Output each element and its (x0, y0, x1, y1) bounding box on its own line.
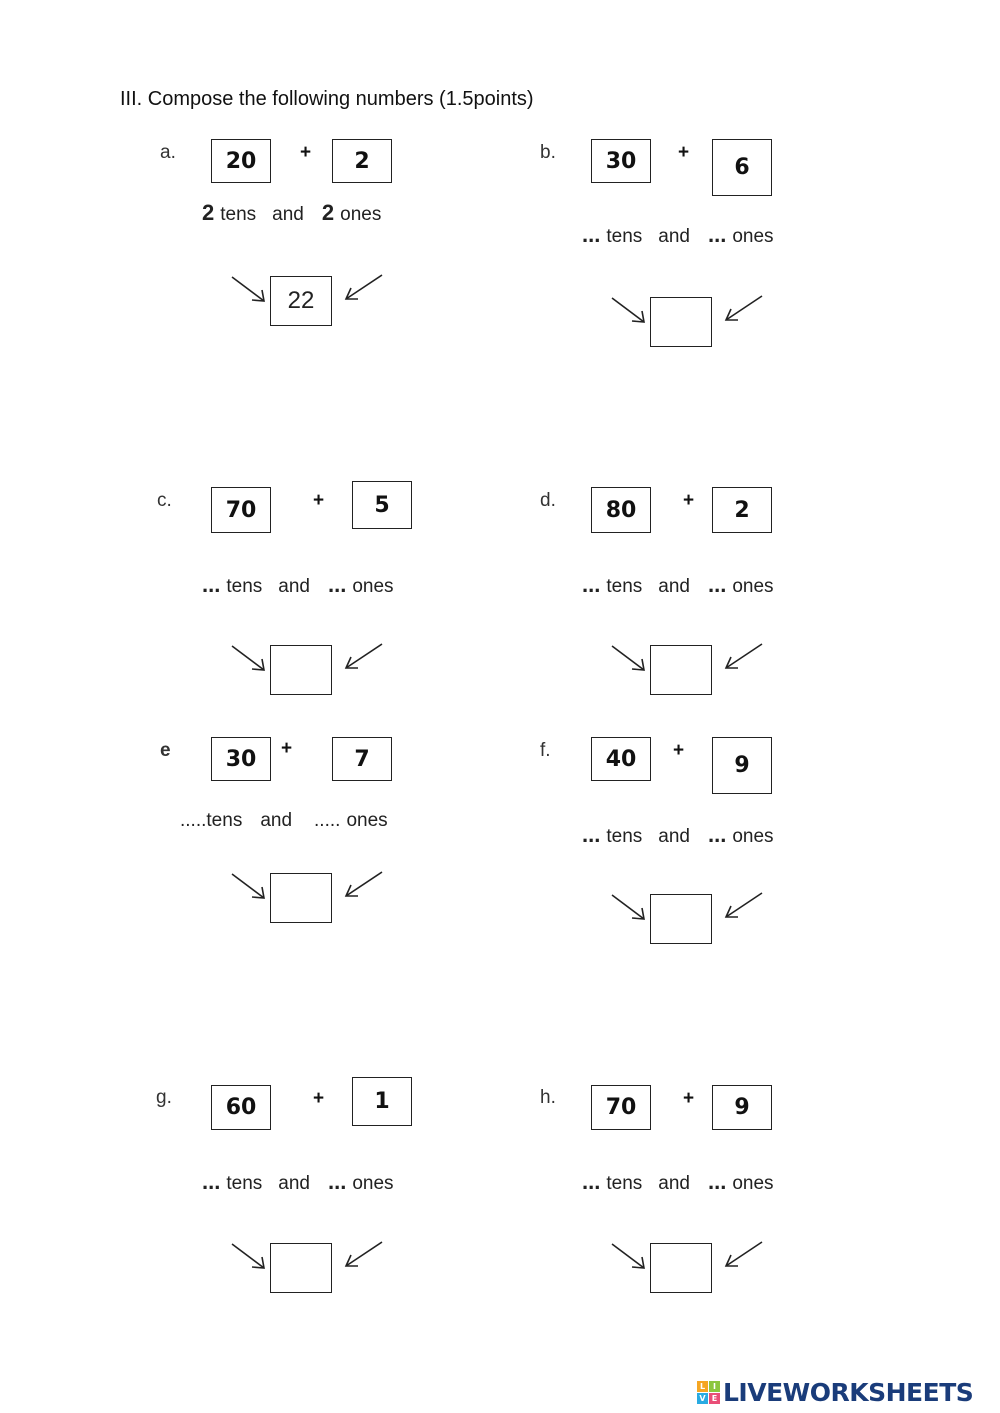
ones-value-box: 2 (712, 487, 772, 533)
plus-sign: + (313, 1088, 325, 1109)
problem-h (540, 1087, 880, 1317)
tens-word: tens (220, 204, 257, 225)
tens-ones-line (582, 572, 774, 598)
arrow-left-down-icon (720, 1240, 764, 1270)
tens-ones-line (202, 1169, 394, 1195)
and-word: and (278, 576, 310, 597)
arrow-right-down-icon (230, 275, 270, 307)
tens-value-box: 30 (211, 737, 271, 781)
problem-label: f. (540, 740, 551, 761)
tens-value-box: 70 (211, 487, 271, 533)
answer-box[interactable]: 22 (270, 276, 332, 326)
problem-label: d. (540, 490, 556, 511)
tens-count: ... (582, 572, 601, 597)
problem-e (160, 740, 500, 970)
plus-sign: + (300, 142, 312, 163)
arrow-left-down-icon (720, 891, 764, 921)
ones-value-box: 5 (352, 481, 412, 529)
and-word: and (272, 204, 304, 225)
plus-sign: + (673, 740, 685, 761)
logo-mark-letter: V (697, 1393, 708, 1404)
ones-word: ones (352, 576, 394, 597)
tens-value-box: 30 (591, 139, 651, 183)
ones-word: ones (346, 810, 388, 831)
logo-text: LIVEWORKSHEETS (723, 1378, 974, 1407)
logo-mark-letter: L (697, 1381, 708, 1392)
and-word: and (658, 1173, 690, 1194)
ones-word: ones (352, 1173, 394, 1194)
arrow-right-down-icon (230, 644, 270, 676)
arrow-left-down-icon (340, 642, 384, 672)
problem-label: g. (156, 1087, 172, 1108)
tens-ones-line (582, 1169, 774, 1195)
tens-value-box: 40 (591, 737, 651, 781)
arrow-left-down-icon (340, 870, 384, 900)
arrow-left-down-icon (340, 273, 384, 303)
ones-value-box: 2 (332, 139, 392, 183)
problem-g (156, 1087, 496, 1317)
ones-value-box: 7 (332, 737, 392, 781)
ones-word: ones (340, 204, 382, 225)
tens-count: ... (582, 822, 601, 847)
ones-count: ... (327, 1169, 347, 1194)
arrow-right-down-icon (230, 872, 270, 904)
ones-count: ... (707, 822, 727, 847)
and-word: and (260, 810, 293, 831)
section-title: III. Compose the following numbers (1.5points) (120, 88, 534, 110)
problem-label: h. (540, 1087, 556, 1108)
answer-box[interactable] (270, 873, 332, 923)
tens-word: tens (606, 826, 643, 847)
answer-box[interactable] (270, 1243, 332, 1293)
answer-box[interactable] (650, 1243, 712, 1293)
arrow-right-down-icon (610, 644, 650, 676)
tens-count: ... (582, 1169, 601, 1194)
tens-ones-line (202, 572, 394, 598)
tens-count: ..... (180, 810, 207, 831)
tens-value-box: 70 (591, 1085, 651, 1130)
tens-count: ... (582, 222, 601, 247)
tens-ones-line (180, 810, 388, 832)
arrow-left-down-icon (720, 294, 764, 324)
and-word: and (658, 226, 690, 247)
ones-count: ... (327, 572, 347, 597)
and-word: and (278, 1173, 310, 1194)
problem-label: a. (160, 142, 176, 163)
answer-box[interactable] (650, 297, 712, 347)
tens-count: ... (202, 1169, 221, 1194)
tens-count: 2 (202, 200, 215, 225)
arrow-right-down-icon (610, 296, 650, 328)
tens-word: tens (226, 1173, 263, 1194)
logo-mark-icon (697, 1381, 720, 1404)
tens-word: tens (226, 576, 263, 597)
ones-count: 2 (321, 200, 335, 225)
logo-mark-letter: E (709, 1393, 720, 1404)
tens-word: tens (606, 1173, 643, 1194)
ones-count: ... (707, 1169, 727, 1194)
arrow-left-down-icon (720, 642, 764, 672)
arrow-right-down-icon (610, 1242, 650, 1274)
plus-sign: + (678, 142, 690, 163)
and-word: and (658, 576, 690, 597)
answer-box[interactable] (650, 645, 712, 695)
plus-sign: + (683, 1088, 695, 1109)
tens-value-box: 20 (211, 139, 271, 183)
answer-box[interactable] (270, 645, 332, 695)
plus-sign: + (683, 490, 695, 511)
problem-b (540, 142, 880, 372)
ones-word: ones (732, 1173, 774, 1194)
tens-word: tens (206, 810, 243, 831)
ones-word: ones (732, 576, 774, 597)
ones-value-box: 9 (712, 737, 772, 794)
problem-a (160, 142, 500, 372)
tens-word: tens (606, 226, 643, 247)
problem-c (157, 490, 497, 720)
tens-count: ... (202, 572, 221, 597)
plus-sign: + (313, 490, 325, 511)
tens-ones-line (582, 222, 774, 248)
problem-f (540, 740, 880, 970)
ones-count: ..... (314, 810, 341, 831)
problem-label: e (160, 740, 171, 761)
tens-value-box: 80 (591, 487, 651, 533)
ones-value-box: 6 (712, 139, 772, 196)
plus-sign: + (281, 738, 293, 759)
ones-word: ones (732, 226, 774, 247)
and-word: and (658, 826, 690, 847)
tens-word: tens (606, 576, 643, 597)
problem-label: c. (157, 490, 172, 511)
tens-ones-line (202, 200, 381, 226)
problem-label: b. (540, 142, 556, 163)
ones-value-box: 9 (712, 1085, 772, 1130)
tens-ones-line (582, 822, 774, 848)
answer-box[interactable] (650, 894, 712, 944)
arrow-left-down-icon (340, 1240, 384, 1270)
arrow-right-down-icon (610, 893, 650, 925)
problem-d (540, 490, 880, 720)
tens-value-box: 60 (211, 1085, 271, 1130)
logo-mark-letter: I (709, 1381, 720, 1392)
ones-word: ones (732, 826, 774, 847)
liveworksheets-logo (697, 1378, 973, 1407)
ones-count: ... (707, 222, 727, 247)
ones-value-box: 1 (352, 1077, 412, 1126)
arrow-right-down-icon (230, 1242, 270, 1274)
ones-count: ... (707, 572, 727, 597)
